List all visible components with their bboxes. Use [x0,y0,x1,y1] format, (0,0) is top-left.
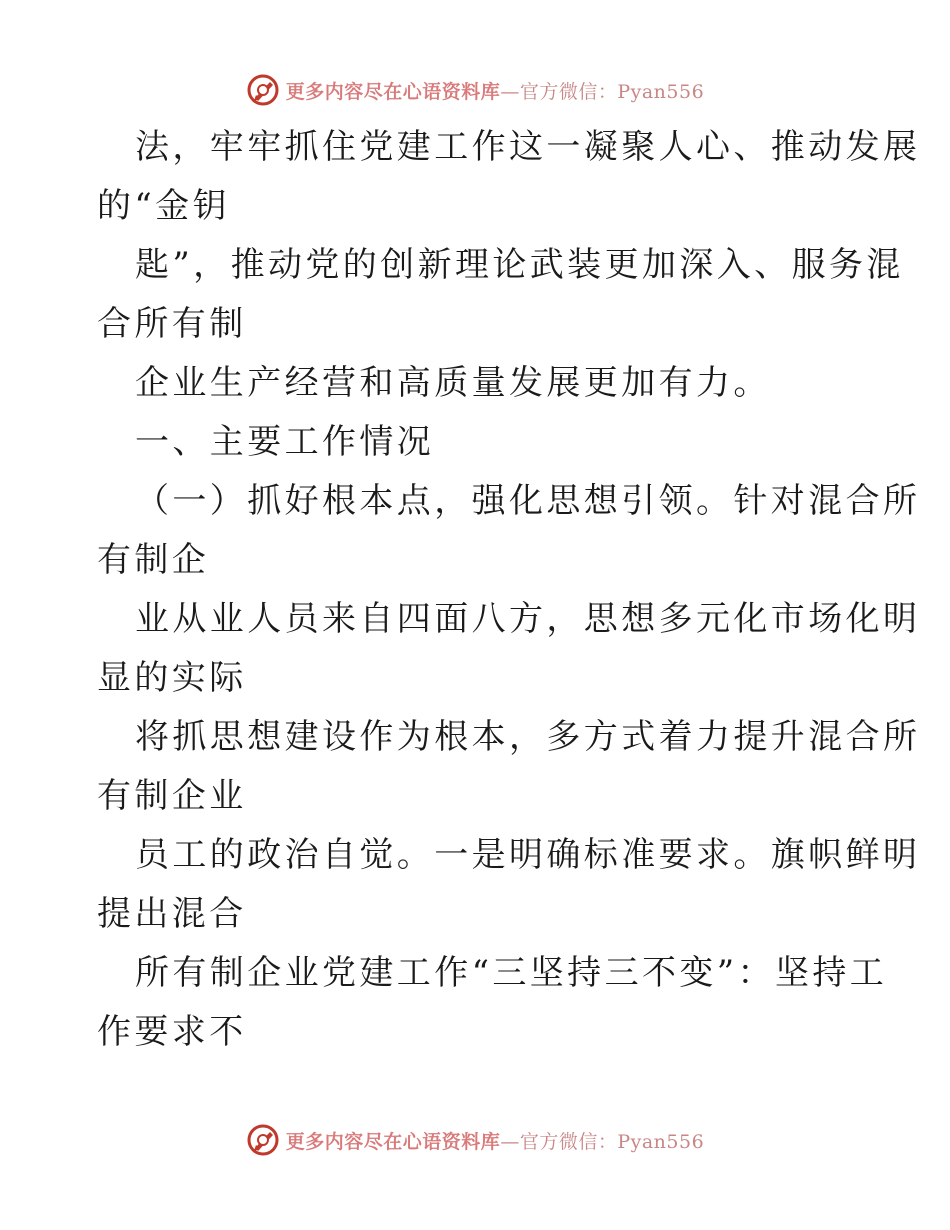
text-line: 有制企 [97,540,210,580]
text-line: 作要求不 [97,1012,247,1052]
section-heading: 一、主要工作情况 [135,422,435,462]
watermark-footer [0,1120,950,1160]
watermark-text-b: —官方微信： [500,1130,618,1153]
watermark-text-a: 更多内容尽在心语资料库 [285,1130,501,1153]
text-line: 的“金钥 [97,186,230,226]
text-line: 提出混合 [97,894,247,934]
document-body [97,118,921,1062]
watermark-text-c: Pyan556 [617,1130,705,1153]
text-line: 显的实际 [97,658,247,698]
watermark-text [286,1127,704,1154]
text-line: 将抓思想建设作为根本，多方式着力提升混合所 [135,717,921,757]
text-line: 业从业人员来自四面八方，思想多元化市场化明 [135,599,921,639]
pen-seal-icon [246,73,280,107]
text-line: （一）抓好根本点，强化思想引领。针对混合所 [135,481,921,521]
text-line: 匙”，推动党的创新理论武装更加深入、服务混 [135,245,904,285]
watermark-text-c: Pyan556 [617,80,705,103]
pen-seal-icon [246,1123,280,1157]
text-line: 有制企业 [97,776,247,816]
watermark-text [286,77,704,104]
text-line: 企业生产经营和高质量发展更加有力。 [135,363,771,403]
text-line: 员工的政治自觉。一是明确标准要求。旗帜鲜明 [135,835,921,875]
text-line: 所有制企业党建工作“三坚持三不变”：坚持工 [135,953,888,993]
watermark-text-b: —官方微信： [500,80,618,103]
text-line: 合所有制 [97,304,247,344]
watermark-text-a: 更多内容尽在心语资料库 [285,80,501,103]
watermark-header [0,70,950,110]
text-line: 法，牢牢抓住党建工作这一凝聚人心、推动发展 [135,127,921,167]
